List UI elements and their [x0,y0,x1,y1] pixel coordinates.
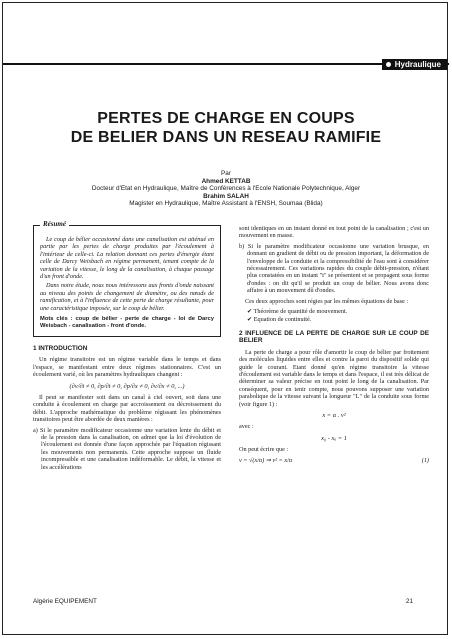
section1-heading: 1 INTRODUCTION [33,344,88,352]
equation-3-row [239,457,429,464]
section-badge [382,59,447,70]
continued-para: sont identiques en un instant donné en tout point de la canalisation ; c'est un mouvement en masse. [239,225,429,240]
bullet-2-text: Equation de continuité. [253,316,312,324]
equation-3-number: (1) [421,456,429,464]
abstract-para-1: Le coup de bélier occasionné dans une canalisation est atténué en partie par les pertes de charge produites par l'écoulement à l'intérieur de celle-ci. La relation donnant ces pertes d'énergie étant celle de Darcy Weisbach en régime permanent, tenant compte de la variation de la vitesse, le long de la canalisation, à chaque passage d'un front d'onde. [40,236,214,281]
page-frame [2,2,448,635]
bullet-icon [386,62,391,67]
item-a: a) Si le paramètre modificateur occasionne une variation lente du débit et de la pression dans la canalisation, on admet que la loi d'évolution de l'écoulement est donnée d'une façon approchée par l'équation régissant les mouvements non permanents. Cette approche suppose un fluide incompressible et une canalisation indéformable. Le débit, la vitesse et les accélérations [33,426,221,471]
bullet-2: ✔ Equation de continuité. [247,316,312,324]
avec-label: avec : [239,423,254,431]
right-column [239,225,429,467]
bullet-1: ✔ Théorème de quantité de mouvement. [247,308,348,316]
intro-para-2: Il peut se manifester soit dans un canal à ciel ouvert, soit dans une conduite à écoulement en charge par accroissement ou décroissement du débit. L'approche mathématique du problème régissant les phénomènes transitoires peut être abordée de deux manières : [33,393,221,424]
abstract-para-2: Dans notre étude, nous nous intéressons aux fronts d'onde naissant au niveau des points de changement de diamètre, ou des nœuds de ramification, et à l'influence de cette perte de charge résultante, pour une caractéristique imposée, sur le coup de bélier. [40,282,214,312]
section-label: Hydraulique [394,60,441,69]
article-title [3,109,449,147]
bullet-1-text: Théorème de quantité de mouvement. [253,308,348,316]
title-line-1: PERTES DE CHARGE EN COUPS [97,110,355,127]
item-b: b) Si le paramètre modificateur occasionne une variation brusque, en donnant un gradient de débit ou de pression important, la déformation de l'enveloppe de la conduite et la compressibilité de l'eau sont à considérer nécessairement. Ces variations rapides du couple débit-pression, n'étant plus constatées en un instant "t" se présentent et se propagent sous forme d'ondes : on dit qu'il se produit un coup de bélier. Nous avons donc affaire à un mouvement dû d'ondes. [239,242,429,295]
abstract-label: Résumé [40,221,69,228]
authors-block [3,170,449,208]
author1-name: Ahmed KETTAB [201,177,251,185]
abstract-box [33,220,221,337]
par-label: Par [221,170,231,177]
on-peut-label: On peut écrire que : [239,446,289,454]
equation-3: v = √(x/α) ⇒ v² = x/α [239,456,293,464]
equation-2: x₀ - xₐ = 1 [321,434,347,442]
keywords: Mots clés : coup de bélier - perte de charge - loi de Darcy Weisbach - canalisation - front d'onde. [40,316,214,330]
author1-affiliation: Docteur d'Etat en Hydraulique, Maître de Conférences à l'Ecole Nationale Polytechnique, Alger [91,185,361,193]
left-column [33,220,221,474]
influence-para: La perte de charge a pour rôle d'amortir le coup de bélier par frottement des molécules liquides entre elles et contre la paroi du dispositif solide qui guide le courant. Etant donné qu'en régime transitoire la vitesse d'écoulement est variable dans le temps et dans l'espace, il est très délicat de déterminer sa valeur précise en tout point le long de la canalisation. Par conséquent, pour en tenir compte, nous pouvons supposer une variation parabolique de la vitesse suivant la longueur "L" de la conduite sous forme (voir figure 1) : [239,348,429,408]
author2-affiliation: Magister en Hydraulique, Maître Assistant à l'ENSH, Soumaa (Blida) [129,200,323,208]
intro-para-1: Un régime transitoire est un régime variable dans le temps et dans l'espace, se manifestant entre deux régimes stationnaires. C'est un écoulement varié, où les paramètres hydrauliques changent : [33,356,221,379]
journal-name: Algérie EQUIPEMENT [33,598,97,605]
equation-1: x = α . v² [322,411,346,419]
title-line-2: DE BELIER DANS UN RESEAU RAMIFIE [70,129,382,146]
page-number: 21 [405,598,413,605]
partial-derivatives-formula: (∂v/∂t ≠ 0, ∂p/∂t ≠ 0, ∂p/∂x ≠ 0, ∂v/∂x ≠ 0, ...) [69,382,185,390]
section2-heading: 2 INFLUENCE DE LA PERTE DE CHARGE SUR LE COUP DE BELIER [239,329,429,345]
author2-name: Brahim SALAH [203,192,249,200]
approach-para: Ces deux approches sont régies par les mêmes équations de base : [245,297,409,305]
